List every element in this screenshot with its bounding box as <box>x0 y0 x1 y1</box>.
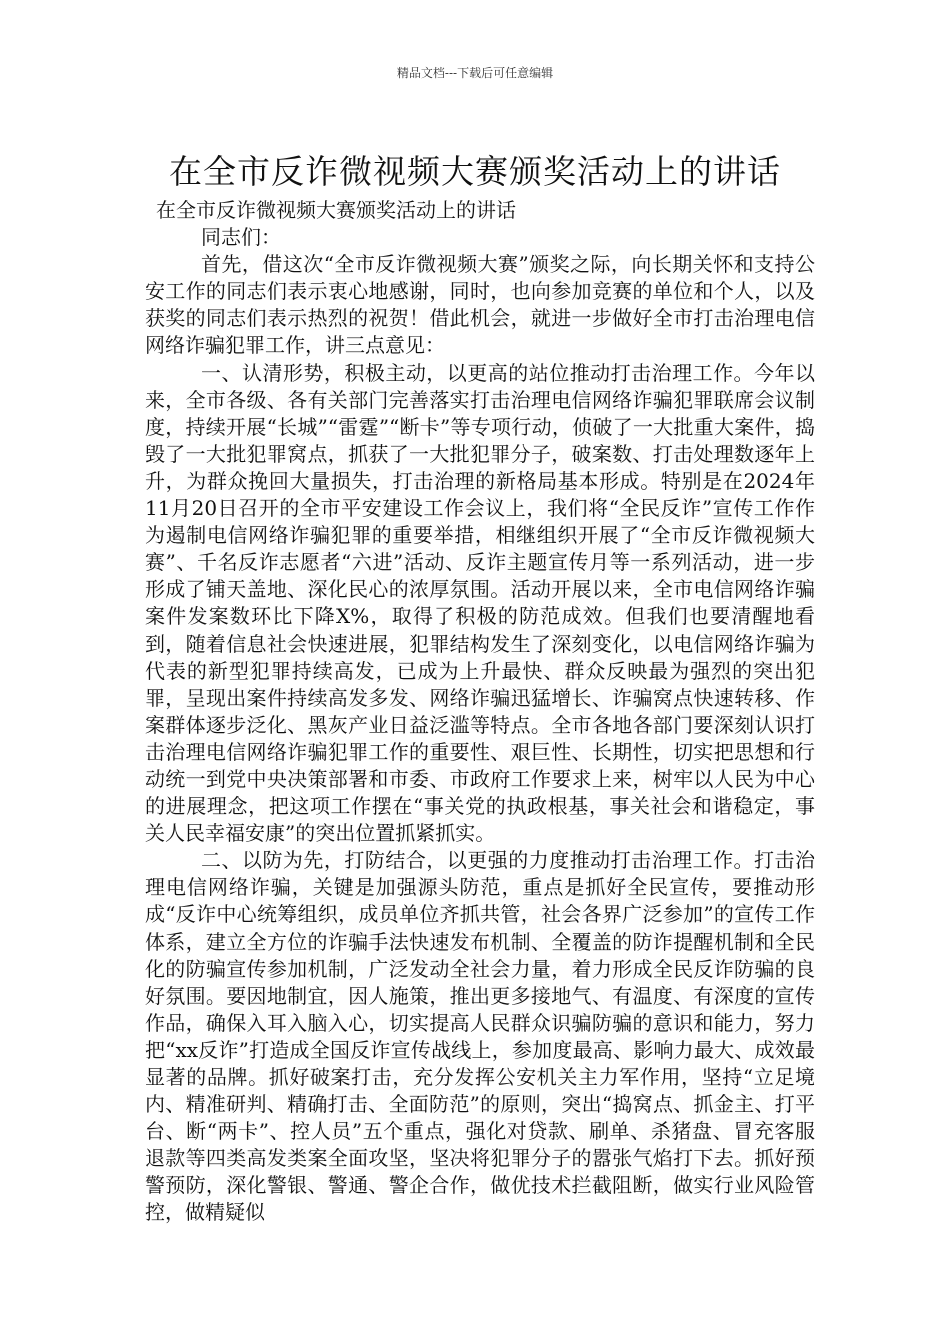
paragraph-intro: 首先，借这次“全市反诈微视频大赛”颁奖之际，向长期关怀和支持公安工作的同志们表示衷心地感谢，同时，也向参加竞赛的单位和个人，以及获奖的同志们表示热烈的祝贺！借此机会，就进一步做好全市打击治理电信网络诈骗犯罪工作，讲三点意见： <box>145 252 815 358</box>
page-title: 在全市反诈微视频大赛颁奖活动上的讲话 <box>169 152 781 192</box>
document-body <box>145 197 815 1227</box>
document-subtitle: 在全市反诈微视频大赛颁奖活动上的讲话 <box>156 198 516 222</box>
header-watermark: 精品文档---下载后可任意编辑 <box>396 66 554 80</box>
paragraph-point-one: 一、认清形势，积极主动，以更高的站位推动打击治理工作。今年以来，全市各级、各有关部门完善落实打击治理电信网络诈骗犯罪联席会议制度，持续开展“长城”“雷霆”“断卡”等专项行动，侦破了一大批重大案件，捣毁了一大批犯罪窝点，抓获了一大批犯罪分子，破案数、打击处理数逐年上升，为群众挽回大量损失，打击治理的新格局基本形成。特别是在2024年11月20日召开的全市平安建设工作会议上，我们将“全民反诈”宣传工作作为遏制电信网络诈骗犯罪的重要举措，相继组织开展了“全市反诈微视频大赛”、千名反诈志愿者“六进”活动、反诈主题宣传月等一系列活动，进一步形成了铺天盖地、深化民心的浓厚氛围。活动开展以来，全市电信网络诈骗案件发案数环比下降X%，取得了积极的防范成效。但我们也要清醒地看到，随着信息社会快速进展，犯罪结构发生了深刻变化，以电信网络诈骗为代表的新型犯罪持续高发，已成为上升最快、群众反映最为强烈的突出犯罪，呈现出案件持续高发多发、网络诈骗迅猛增长、诈骗窝点快速转移、作案群体逐步泛化、黑灰产业日益泛滥等特点。全市各地各部门要深刻认识打击治理电信网络诈骗犯罪工作的重要性、艰巨性、长期性，切实把思想和行动统一到党中央决策部署和市委、市政府工作要求上来，树牢以人民为中心的进展理念，把这项工作摆在“事关党的执政根基，事关社会和谐稳定，事关人民幸福安康”的突出位置抓紧抓实。 <box>145 360 815 846</box>
salutation: 同志们： <box>201 225 281 250</box>
paragraph-point-two: 二、以防为先，打防结合，以更强的力度推动打击治理工作。打击治理电信网络诈骗，关键是加强源头防范，重点是抓好全民宣传，要推动形成“反诈中心统筹组织，成员单位齐抓共管，社会各界广泛参加”的宣传工作体系，建立全方位的诈骗手法快速发布机制、全覆盖的防诈提醒机制和全民化的防骗宣传参加机制，广泛发动全社会力量，着力形成全民反诈防骗的良好氛围。要因地制宜，因人施策，推出更多接地气、有温度、有深度的宣传作品，确保入耳入脑入心，切实提高人民群众识骗防骗的意识和能力，努力把“xx反诈”打造成全国反诈宣传战线上，参加度最高、影响力最大、成效最显著的品牌。抓好破案打击，充分发挥公安机关主力军作用，坚持“立足境内、精准研判、精确打击、全面防范”的原则，突出“捣窝点、抓金主、打平台、断“两卡”、控人员”五个重点，强化对贷款、刷单、杀猪盘、冒充客服退款等四类高发类案全面攻坚，坚决将犯罪分子的嚣张气焰打下去。抓好预警预防，深化警银、警通、警企合作，做优技术拦截阻断，做实行业风险管控，做精疑似 <box>145 848 815 1225</box>
